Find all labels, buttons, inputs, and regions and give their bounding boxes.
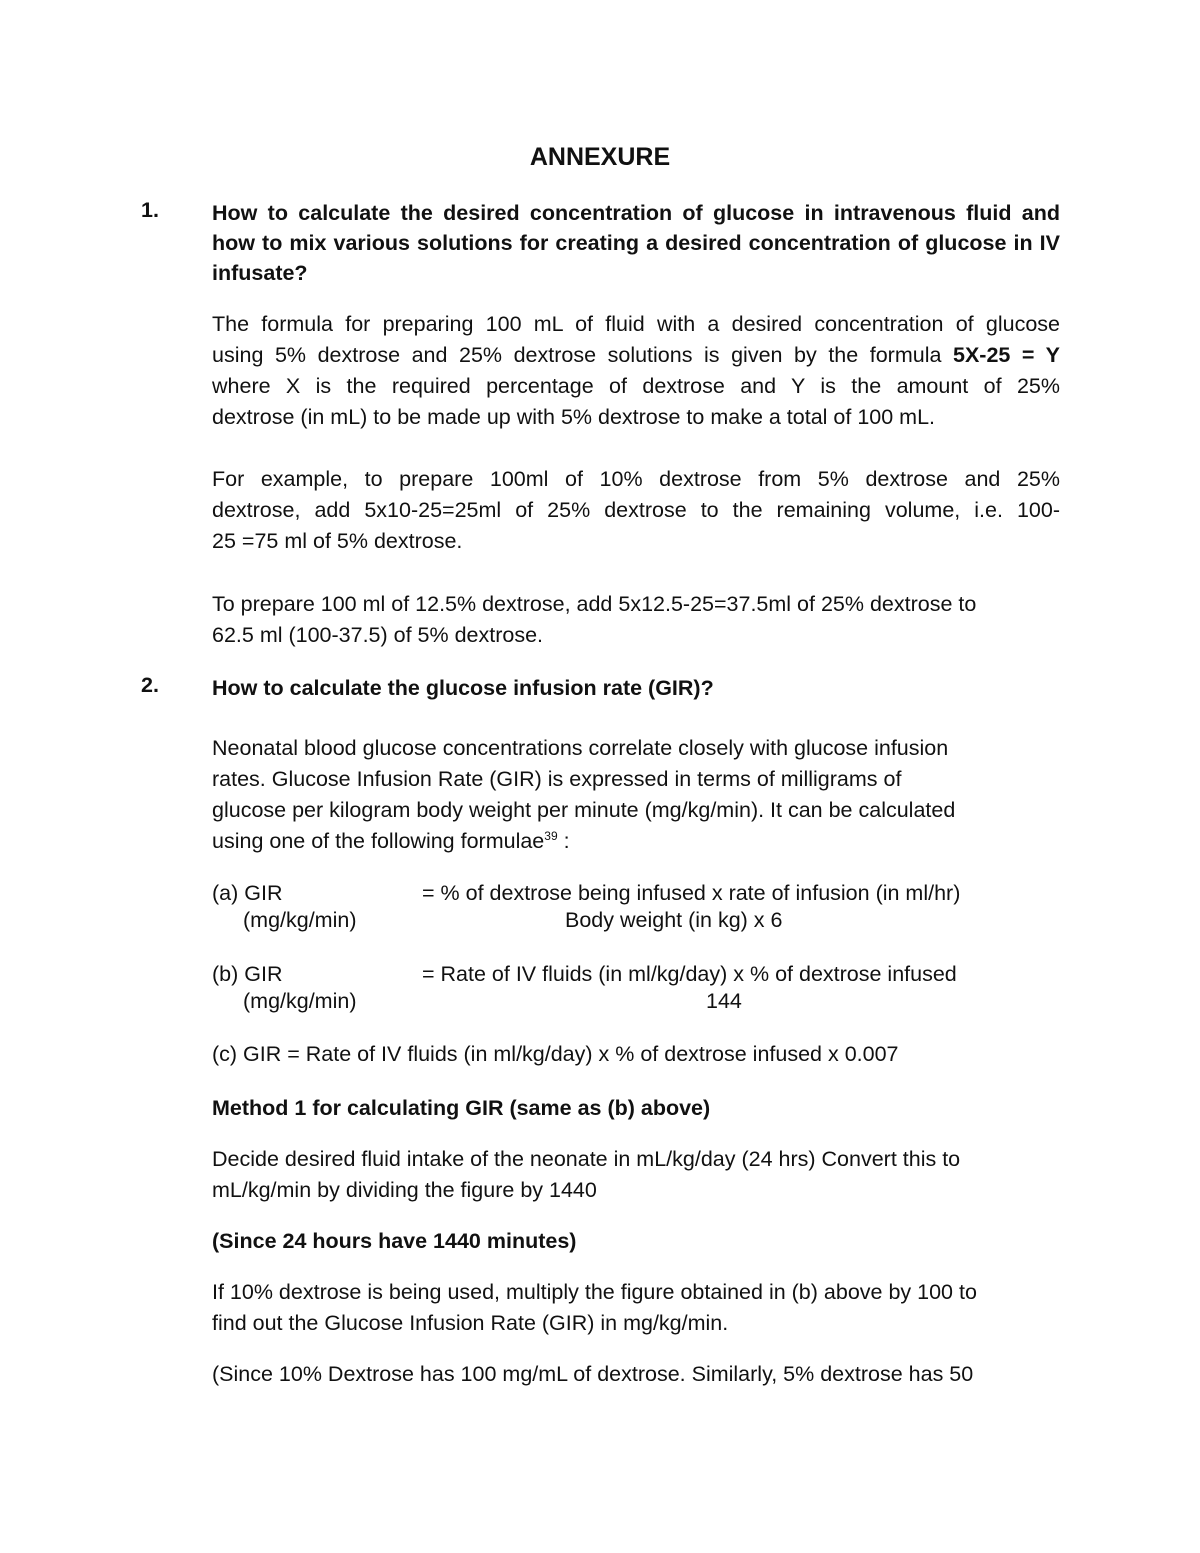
paragraph-line: where X is the required percentage of dextrose and Y is the amount of 25%: [212, 374, 1060, 398]
paragraph-line: Decide desired fluid intake of the neonate in mL/kg/day (24 hrs) Convert this to: [212, 1147, 961, 1171]
paragraph-line: using 5% dextrose and 25% dextrose solutions is given by the formula 5X-25 = Y: [212, 343, 1060, 367]
citation-superscript: 39: [544, 829, 558, 843]
paragraph-line: The formula for preparing 100 mL of fluid with a desired concentration of glucose: [212, 312, 1060, 336]
paragraph-line: using one of the following formulae$^{39}$ :: [212, 829, 570, 853]
paragraph-line: glucose per kilogram body weight per minute (mg/kg/min). It can be calculated: [212, 798, 956, 822]
formula-b-label: (b) GIR: [212, 962, 283, 986]
formula-a-unit: (mg/kg/min): [243, 908, 357, 932]
formula-inline: 5X-25 = Y: [953, 343, 1060, 367]
paragraph-line: dextrose (in mL) to be made up with 5% dextrose to make a total of 100 mL.: [212, 405, 936, 429]
formula-b-denominator: 144: [706, 989, 742, 1013]
paragraph-line: mL/kg/min by dividing the figure by 1440: [212, 1178, 597, 1202]
paragraph-line: For example, to prepare 100ml of 10% dextrose from 5% dextrose and 25%: [212, 467, 1060, 491]
paragraph-line: Neonatal blood glucose concentrations correlate closely with glucose infusion: [212, 736, 949, 760]
paragraph-line: 25 =75 ml of 5% dextrose.: [212, 529, 463, 553]
formula-c: (c) GIR = Rate of IV fluids (in ml/kg/day) x % of dextrose infused x 0.007: [212, 1042, 899, 1066]
question-heading: How to calculate the glucose infusion rate (GIR)?: [212, 676, 714, 700]
paragraph-line: (Since 10% Dextrose has 100 mg/mL of dextrose. Similarly, 5% dextrose has 50: [212, 1362, 974, 1386]
method-1-note: (Since 24 hours have 1440 minutes): [212, 1229, 577, 1253]
formula-a-denominator: Body weight (in kg) x 6: [565, 908, 783, 932]
paragraph-line: rates. Glucose Infusion Rate (GIR) is expressed in terms of milligrams of: [212, 767, 902, 791]
formula-b-numerator: = Rate of IV fluids (in ml/kg/day) x % of dextrose infused: [422, 962, 957, 986]
question-heading: How to calculate the desired concentration of glucose in intravenous fluid and how to mix various solutions for creating a desired concentration of glucose in IV infusate?: [212, 201, 1060, 285]
method-1-heading: Method 1 for calculating GIR (same as (b) above): [212, 1096, 711, 1120]
paragraph-line: dextrose, add 5x10-25=25ml of 25% dextrose to the remaining volume, i.e. 100-: [212, 498, 1060, 522]
formula-a-label: (a) GIR: [212, 881, 283, 905]
paragraph-line: To prepare 100 ml of 12.5% dextrose, add 5x12.5-25=37.5ml of 25% dextrose to: [212, 592, 977, 616]
paragraph-line: If 10% dextrose is being used, multiply the figure obtained in (b) above by 100 to: [212, 1280, 977, 1304]
formula-b-unit: (mg/kg/min): [243, 989, 357, 1013]
paragraph-line: 62.5 ml (100-37.5) of 5% dextrose.: [212, 623, 544, 647]
question-number: 2.: [141, 673, 159, 697]
question-number: 1.: [141, 198, 159, 222]
paragraph-line: find out the Glucose Infusion Rate (GIR) in mg/kg/min.: [212, 1311, 729, 1335]
page-title: ANNEXURE: [529, 143, 671, 171]
formula-a-numerator: = % of dextrose being infused x rate of infusion (in ml/hr): [422, 881, 961, 905]
